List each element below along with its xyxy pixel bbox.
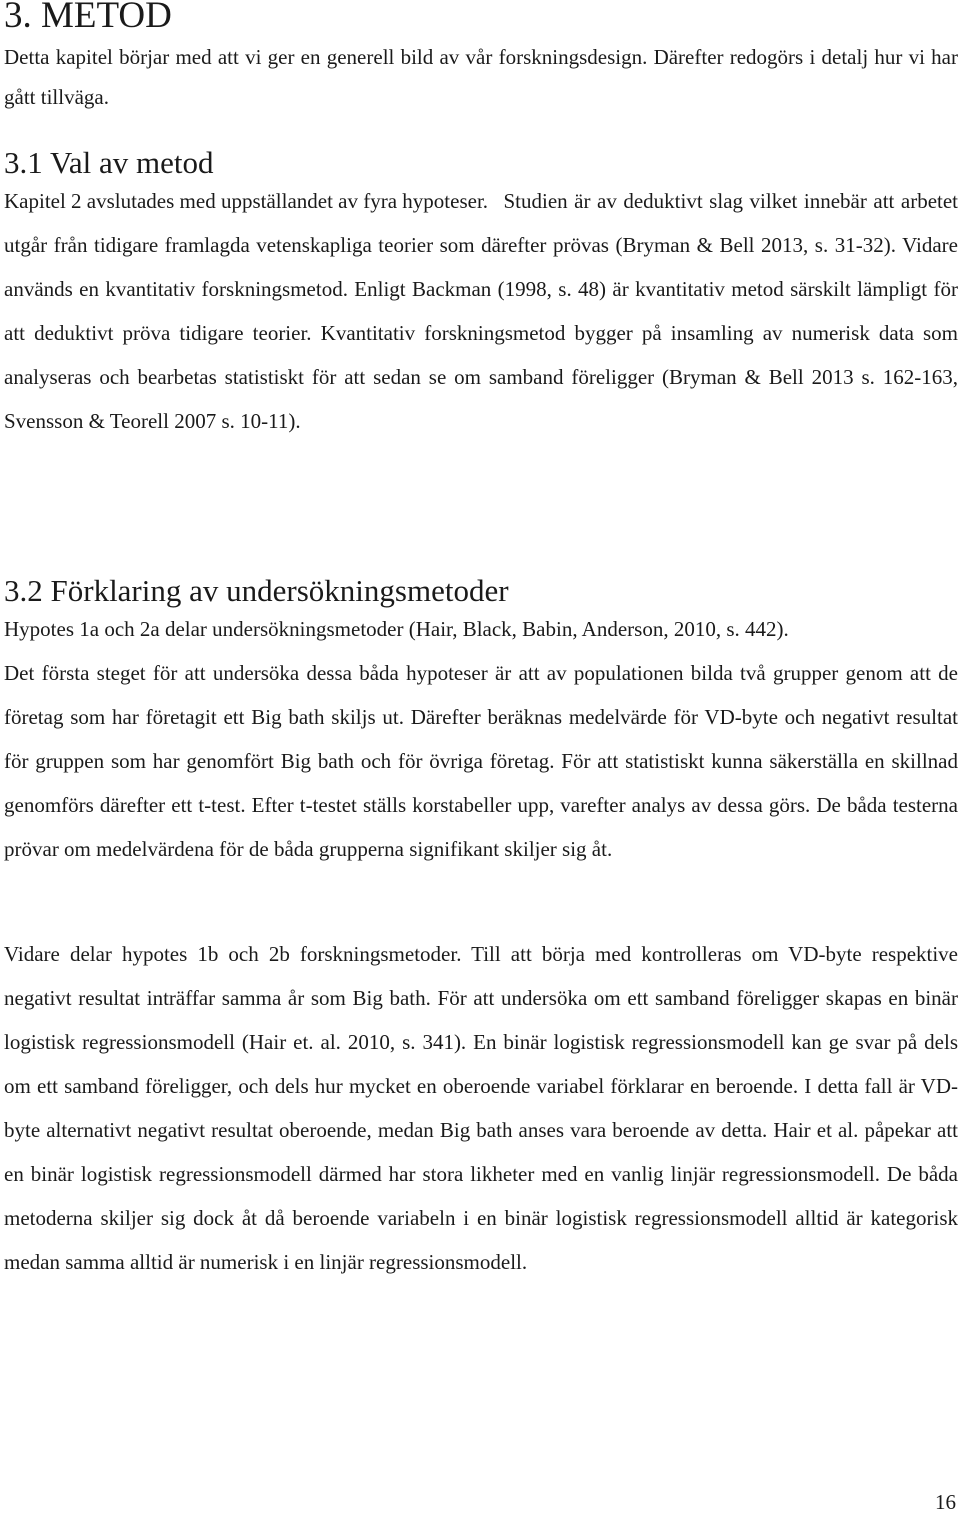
section-3-1-paragraph-text: Studien är av deduktivt slag vilket innebär att arbetet utgår från tidigare framlagda vetenskapliga teorier som därefter prövas (Bryman & Bell 2013, s. 31-32). Vidare används en kvantitativ forskningsmetod. Enligt Backman (1998, s. 48) är kvantitativ metod särskilt lämpligt för att deduktivt pröva tidigare teorier. Kvantitativ forskningsmetod bygger på insamling av numerisk data som analyseras och bearbetas statistiskt för att sedan se om samband föreligger (Bryman & Bell 2013 s. 162-163, Svensson & Teorell 2007 s. 10-11). bbox=[4, 189, 959, 433]
chapter-title: 3. METOD bbox=[4, 0, 172, 36]
section-3-2-first-line: Hypotes 1a och 2a delar undersökningsmetoder (Hair, Black, Babin, Anderson, 2010, s. 442). bbox=[4, 617, 789, 641]
section-3-2-paragraph-2: Vidare delar hypotes 1b och 2b forskningsmetoder. Till att börja med kontrolleras om VD-byte respektive negativt resultat inträffar samma år som Big bath. För att undersöka om ett samband föreligger skapas en binär logistisk regressionsmodell (Hair et. al. 2010, s. 341). En binär logistisk regressionsmodell kan ge svar på dels om ett samband föreligger, och dels hur mycket en oberoende variabel förklarar en beroende. I detta fall är VD-byte alternativt negativt resultat oberoende, medan Big bath anses vara beroende av detta. Hair et al. påpekar att en binär logistisk regressionsmodell därmed har stora likheter med en vanlig linjär regressionsmodell. De båda metoderna skiljer sig dock åt då beroende variabeln i en binär logistisk regressionsmodell alltid är kategorisk medan samma alltid är numerisk i en linjär regressionsmodell. bbox=[4, 942, 958, 1274]
section-3-1-heading: 3.1 Val av metod bbox=[4, 145, 214, 180]
page-number: 16 bbox=[935, 1490, 956, 1514]
section-3-1-first-line: Kapitel 2 avslutades med uppställandet av fyra hypoteser. bbox=[4, 189, 489, 213]
section-3-2-heading: 3.2 Förklaring av undersökningsmetoder bbox=[4, 573, 509, 608]
section-3-1-paragraph bbox=[4, 179, 958, 443]
chapter-intro: Detta kapitel börjar med att vi ger en generell bild av vår forskningsdesign. Därefter redogörs i detalj hur vi har gått tillväga. bbox=[4, 45, 958, 109]
section-3-2-paragraph-1: Det första steget för att undersöka dessa båda hypoteser är att av populationen bilda två grupper genom att de företag som har företagit ett Big bath skiljs ut. Därefter beräknas medelvärde för VD-byte och negativt resultat för gruppen som har genomfört Big bath och för övriga företag. För att statistiskt kunna säkerställa en skillnad genomförs därefter ett t-test. Efter t-testet ställs korstabeller upp, varefter analys av dessa görs. De båda testerna prövar om medelvärdena för de båda grupperna signifikant skiljer sig åt. bbox=[4, 661, 958, 861]
